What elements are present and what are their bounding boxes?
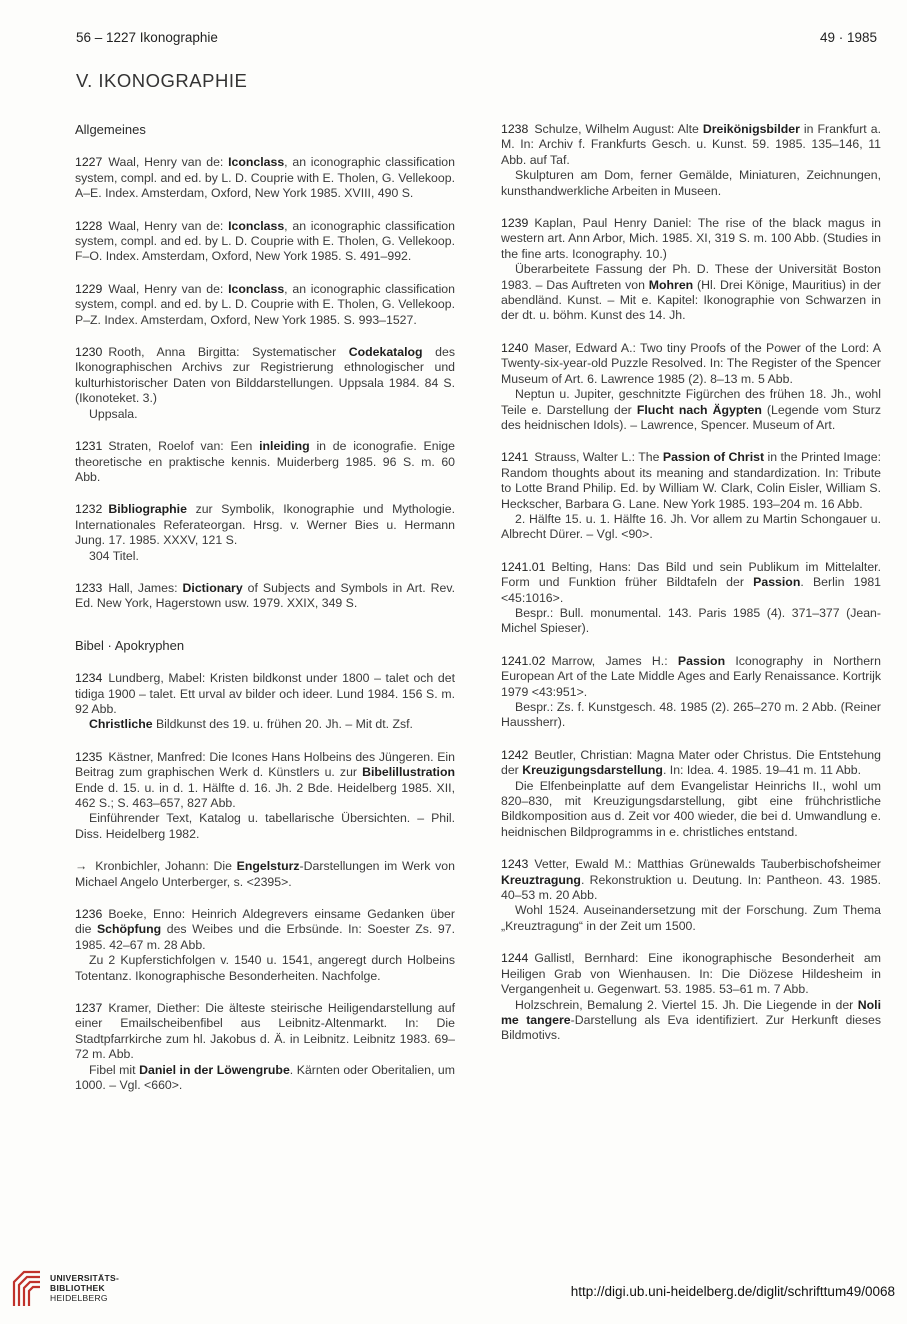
chapter-title: V. IKONOGRAPHIE	[76, 70, 248, 91]
entry-text: (Hl. Drei Könige, Mauritius) in der abendländ. Kunst. – Mit e. Kapitel: Ikonographie von Schwarzen in der dt. u. böhm. Kunst des 14. Jh.	[501, 277, 881, 323]
entry-keyword: Mohren	[648, 277, 694, 292]
entry-number: 1227	[75, 155, 103, 170]
entry-keyword: Passion	[677, 653, 726, 668]
cross-reference	[75, 859, 455, 890]
entry-text: Beutler, Christian: Magna Mater oder Christus. Die Entstehung der	[501, 747, 881, 778]
entry-text: . Rekonstruktion u. Deutung. In: Pantheon. 43. 1985. 40–53 m. 20 Abb.	[501, 872, 881, 903]
entry-text: , an iconographic classification system, compl. and ed. by L. D. Couprie with E. Tholen, G. Vellekoop. F–O. Index. Amsterdam, Oxford, New York 1985. S. 491–992.	[75, 218, 455, 264]
entry-keyword: Dreikönigsbilder	[702, 122, 800, 136]
entry-text: Rooth, Anna Birgitta: Systematischer	[108, 345, 349, 360]
logo-line-2: BIBLIOTHEK	[50, 1283, 105, 1293]
entry-text: Schulze, Wilhelm August: Alte	[534, 122, 703, 136]
entry-text: , an iconographic classification system, compl. and ed. by L. D. Couprie with E. Tholen, G. Vellekoop. A–E. Index. Amsterdam, Oxford, New York 1985. XVIII, 490 S.	[75, 155, 455, 201]
entry-keyword: Kreuztragung	[501, 872, 581, 887]
source-url-link[interactable]: http://digi.ub.uni-heidelberg.de/diglit/schrifttum49/0068	[570, 1284, 895, 1299]
entry-keyword: Codekatalog	[348, 345, 423, 360]
entry-number: 1236	[75, 907, 103, 922]
entry-annotation: 304 Titel.	[89, 548, 139, 563]
entry-keyword: Bibelillustration	[362, 765, 455, 780]
entry-annotation	[501, 387, 881, 433]
entry-1235	[75, 750, 455, 842]
entry-text: in the Printed Image: Random thoughts about its meaning and standardization. In: Tribute to Lotte Brand Philip. Ed. by William W. Clark, Colin Eisler, William S. Heckscher, Barbara G. Lane. New York 1985. 193–204 m. 16 Abb.	[501, 450, 881, 511]
entry-1227	[75, 155, 455, 201]
entry-1239	[501, 216, 881, 324]
entry-text: (Legende vom Sturz des heidnischen Idols). – Lawrence, Spencer. Museum of Art.	[501, 402, 881, 432]
entry-text: Strauss, Walter L.: The	[534, 450, 663, 465]
entry-number: 1235	[75, 749, 103, 764]
entry-text: . Berlin 1981 <45:1016>.	[501, 575, 881, 605]
entry-annotation: Wohl 1524. Auseinandersetzung mit der Forschung. Zum Thema „Kreuztragung“ in der Zeit um 1500.	[501, 903, 881, 933]
entry-annotation	[75, 717, 455, 732]
entry-text: Fibel mit	[89, 1062, 140, 1077]
entry-1241	[501, 450, 881, 542]
entry-1242	[501, 748, 881, 840]
entry-keyword: inleiding	[259, 439, 310, 454]
entry-number: 1230	[75, 345, 103, 360]
entry-text: Waal, Henry van de:	[108, 155, 229, 170]
entry-keyword: Engelsturz	[236, 859, 300, 874]
entry-annotation: Skulpturen am Dom, ferner Gemälde, Miniaturen, Zeichnungen, kunsthandwerkliche Arbeiten in Museen.	[501, 168, 881, 198]
left-column	[75, 122, 455, 1111]
entry-annotation: Bespr.: Zs. f. Kunstgesch. 48. 1985 (2). 265–270 m. 2 Abb. (Reiner Haussherr).	[501, 700, 881, 730]
entry-text: Iconography in Northern European Art of the Late Middle Ages and Early Renaissance. Kortrijk 1979 <43:951>.	[501, 653, 881, 699]
entry-number: 1240	[501, 340, 529, 355]
entry-number: 1244	[501, 951, 529, 966]
entry-number: 1243	[501, 857, 529, 872]
entry-text: Vetter, Ewald M.: Matthias Grünewalds Tauberbischofsheimer	[534, 857, 881, 872]
entry-annotation: Bespr.: Bull. monumental. 143. Paris 1985 (4). 371–377 (Jean-Michel Spieser).	[501, 605, 881, 636]
entry-1231	[75, 439, 455, 485]
entry-1240	[501, 341, 881, 433]
entry-text: Lundberg, Mabel: Kristen bildkonst under 1800 – talet och det tidiga 1900 – talet. Ett urval av bilder och ideer. Lund 1984. 156 S. m. 92 Abb.	[75, 671, 455, 716]
entry-number: 1231	[75, 439, 103, 454]
entry-1241-01	[501, 560, 881, 637]
entry-1232	[75, 502, 455, 564]
entry-text: Kramer, Diether: Die älteste steirische Heiligendarstellung auf einer Emailscheibenfibel aus Leibnitz-Altenmarkt. In: Die Stadtpfarrkirche zum hl. Jakobus d. Ä. in Leibnitz. Leibnitz 1983. 69–72 m. Abb.	[75, 1001, 455, 1062]
entry-number: 1237	[75, 1001, 103, 1016]
entry-text: Kästner, Manfred: Die Icones Hans Holbeins des Jüngeren. Ein Beitrag zum graphischen Werk d. Künstlers u. zur	[75, 749, 455, 780]
entry-keyword: Flucht nach Ägypten	[636, 402, 762, 417]
entry-text: in de iconografie. Enige theoretische en praktische kennis. Muiderberg 1985. 96 S. m. 60 Abb.	[75, 439, 455, 484]
entry-text: -Darstellungen im Werk von Michael Angelo Unterberger, s. <2395>.	[75, 859, 455, 889]
entry-1233	[75, 581, 455, 612]
entry-keyword: Passion of Christ	[662, 450, 765, 465]
library-logo[interactable]	[10, 1268, 150, 1310]
entry-number: 1239	[501, 216, 529, 231]
entry-text: Hall, James:	[108, 580, 183, 595]
entry-text: Waal, Henry van de:	[108, 218, 229, 233]
entry-keyword: Dictionary	[182, 580, 243, 595]
entry-text: Bildkunst des 19. u. frühen 20. Jh. – Mit dt. Zsf.	[152, 717, 413, 732]
entry-text: Neptun u. Jupiter, geschnitzte Figürchen des frühen 18. Jh., wohl Teile e. Darstellung der	[501, 387, 881, 417]
entry-number: 1238	[501, 122, 529, 136]
entry-number: 1232	[75, 502, 103, 517]
entry-text: . In: Idea. 4. 1985. 19–41 m. 11 Abb.	[662, 763, 861, 778]
entry-text: des Ikonographischen Archivs zur Registrierung ethnologischer und kulturhistorischer Daten von Bilddarstellungen. Uppsala 1984. 84 S. (Ikonoteket. 3.)	[75, 345, 455, 406]
entry-keyword: Daniel in der Löwengrube	[139, 1062, 290, 1077]
entry-annotation	[501, 998, 881, 1044]
entry-annotation: Uppsala.	[89, 406, 138, 421]
entry-text: Kaplan, Paul Henry Daniel: The rise of the black magus in western art. Ann Arbor, Mich. 1985. XI, 319 S. m. 100 Abb. (Studies in the fine arts. Iconography. 10.)	[501, 216, 881, 261]
entry-annotation: Die Elfenbeinplatte auf dem Evangelistar Heinrichs II., wohl um 820–830, mit Kreuzigungsdarstellung, gibt eine frühchristliche Bildkomposition aus d. Zeit vor 400 wieder, die bei d. Umwandlung e. heidnischen Bildprogramms in e. christliches entstand.	[501, 778, 881, 839]
right-column	[501, 122, 881, 1061]
section-heading-allgemeines: Allgemeines	[75, 122, 146, 137]
entry-text: Maser, Edward A.: Two tiny Proofs of the Power of the Lord: A Twenty-six-year-old Puzzle Resolved. In: The Register of the Spencer Museum of Art. 6. Lawrence 1985 (2). 8–13 m. 5 Abb.	[501, 340, 881, 386]
entry-annotation: 2. Hälfte 15. u. 1. Hälfte 16. Jh. Vor allem zu Martin Schongauer u. Albrecht Dürer. – Vgl. <90>.	[501, 511, 881, 542]
entry-keyword: Bibliographie	[108, 502, 187, 517]
logo-line-3: HEIDELBERG	[50, 1293, 108, 1303]
entry-number: 1241.02	[501, 653, 546, 668]
entry-keyword: Passion	[753, 575, 801, 590]
entry-keyword: Noli me tangere	[501, 997, 881, 1027]
entry-text: , an iconographic classification system, compl. and ed. by L. D. Couprie with E. Tholen, G. Vellekoop. P–Z. Index. Amsterdam, Oxford, New York 1985. S. 993–1527.	[75, 281, 455, 327]
entry-annotation: Zu 2 Kupferstichfolgen v. 1540 u. 1541, angeregt durch Holbeins Totentanz. Ikonographische Besonderheiten. Nachfolge.	[75, 953, 455, 983]
entry-1236	[75, 907, 455, 984]
entry-number: 1234	[75, 671, 103, 686]
entry-keyword: Kreuzigungsdarstellung	[522, 763, 663, 778]
entry-keyword: Iconclass	[228, 218, 285, 233]
entry-number: 1241.01	[501, 559, 546, 574]
entry-annotation	[75, 1063, 455, 1094]
entry-text: Ende d. 15. u. in d. 1. Hälfte d. 16. Jh. 2 Bde. Heidelberg 1985. XII, 462 S.; S. 463–657, 827 Abb.	[75, 780, 455, 810]
entry-text: Marrow, James H.:	[551, 653, 678, 668]
entry-keyword: Iconclass	[228, 281, 285, 296]
entry-number: 1233	[75, 580, 103, 595]
entry-keyword: Schöpfung	[96, 922, 162, 937]
entry-1229	[75, 282, 455, 328]
entry-text: Überarbeitete Fassung der Ph. D. These der Universität Boston 1983. – Das Auftreten von	[501, 262, 881, 292]
library-emblem-icon	[10, 1268, 44, 1310]
entry-text: Gallistl, Bernhard: Eine ikonographische Besonderheit am Heiligen Grab von Wienhausen. In: Die Diözese Hildesheim in Vergangenheit u. Gegenwart. 53. 1985. 53–61 m. 7 Abb.	[501, 951, 881, 997]
entry-1237	[75, 1001, 455, 1093]
entry-1241-02	[501, 654, 881, 731]
entry-keyword: Christliche	[89, 717, 153, 732]
entry-text: of Subjects and Symbols in Art. Rev. Ed. New York, Hagerstown usw. 1979. XXIX, 349 S.	[75, 580, 455, 611]
running-header-left: 56 – 1227 Ikonographie	[76, 30, 218, 45]
logo-line-1: UNIVERSITÄTS-	[50, 1273, 120, 1283]
entry-text: Waal, Henry van de:	[108, 281, 229, 296]
entry-1230	[75, 345, 455, 422]
entry-text: . Kärnten oder Oberitalien, um 1000. – Vgl. <660>.	[75, 1062, 455, 1093]
section-heading-bibel: Bibel · Apokryphen	[75, 637, 185, 653]
entry-text: Belting, Hans: Das Bild und sein Publikum im Mittelalter. Form und Funktion früher Bildtafeln der	[501, 559, 881, 590]
entry-text: Holzschrein, Bemalung 2. Viertel 15. Jh. Die Liegende in der	[515, 997, 858, 1012]
entry-annotation	[501, 262, 881, 324]
entry-1234	[75, 671, 455, 733]
entry-text: Kronbichler, Johann: Die	[95, 859, 237, 874]
entry-text: in Frankfurt a. M. In: Archiv f. Frankfurts Gesch. u. Kunst. 59. 1985. 135–146, 11 Abb. auf Taf.	[501, 122, 881, 167]
entry-1244	[501, 951, 881, 1043]
entry-text: Straten, Roelof van: Een	[108, 439, 260, 454]
entry-number: 1228	[75, 218, 103, 233]
entry-text: -Darstellung als Eva identifiziert. Zur Herkunft dieses Bildmotivs.	[501, 1012, 881, 1043]
entry-number: 1241	[501, 450, 529, 465]
entry-annotation: Einführender Text, Katalog u. tabellarische Übersichten. – Phil. Diss. Heidelberg 1982.	[75, 811, 455, 841]
entry-1243	[501, 857, 881, 934]
entry-keyword: Iconclass	[228, 155, 285, 170]
entry-1228	[75, 219, 455, 265]
entry-number: 1242	[501, 747, 529, 762]
entry-1238	[501, 122, 881, 199]
entry-number: 1229	[75, 281, 103, 296]
entry-text: des Weibes und die Erbsünde. In: Soester Zs. 97. 1985. 42–67 m. 28 Abb.	[75, 922, 455, 952]
running-header-right: 49 · 1985	[819, 30, 877, 45]
library-name	[50, 1273, 119, 1303]
entry-text: Boeke, Enno: Heinrich Aldegrevers einsame Gedanken über die	[75, 907, 455, 937]
arrow-right-icon: →	[75, 859, 88, 874]
entry-text: zur Symbolik, Ikonographie und Mythologie. Internationales Referateorgan. Hrsg. v. Werner Bies u. Hermann Jung. 17. 1985. XXXV, 121 S.	[75, 502, 455, 548]
